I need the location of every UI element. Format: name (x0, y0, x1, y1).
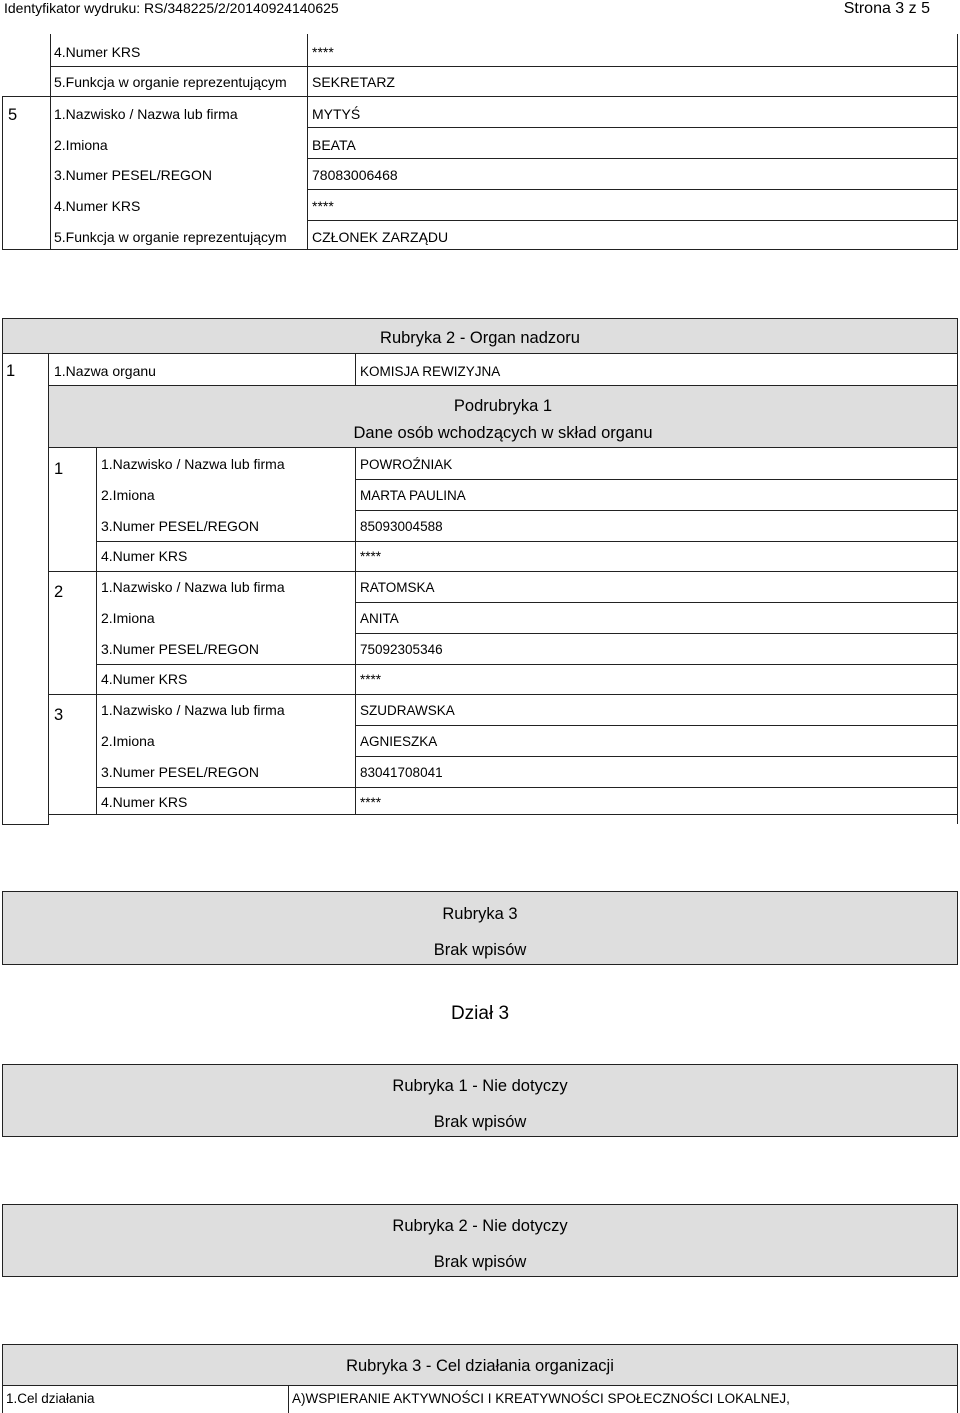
field-value: KOMISJA REWIZYJNA (360, 364, 501, 379)
field-label: 3.Numer PESEL/REGON (101, 518, 259, 534)
field-value: CZŁONEK ZARZĄDU (312, 229, 449, 245)
member-number: 2 (54, 583, 64, 601)
field-label: 2.Imiona (101, 733, 155, 749)
field-value: POWROŹNIAK (360, 457, 453, 472)
field-label: 1.Nazwisko / Nazwa lub firma (101, 702, 285, 718)
field-label: 4.Numer KRS (101, 548, 188, 564)
field-label: 5.Funkcja w organie reprezentującym (54, 74, 287, 90)
field-value: MARTA PAULINA (360, 488, 466, 503)
field-value: **** (312, 44, 334, 60)
field-label: 3.Numer PESEL/REGON (101, 764, 259, 780)
field-value: MYTYŚ (312, 106, 361, 122)
field-value: 83041708041 (360, 765, 443, 780)
field-label: 2.Imiona (54, 137, 108, 153)
field-label: 5.Funkcja w organie reprezentującym (54, 229, 287, 245)
field-value: **** (360, 549, 382, 564)
field-label: 2.Imiona (101, 487, 155, 503)
section-title: Rubryka 3 (442, 905, 518, 923)
field-label: 1.Nazwisko / Nazwa lub firma (54, 106, 238, 122)
field-value: 78083006468 (312, 167, 398, 183)
subsection-title: Podrubryka 1 (453, 397, 553, 415)
member-number: 3 (54, 706, 64, 724)
field-value: **** (360, 672, 382, 687)
entry-number: 5 (8, 106, 18, 124)
field-value: **** (312, 198, 334, 214)
field-value: SZUDRAWSKA (360, 703, 455, 718)
section-title: Rubryka 1 - Nie dotyczy (392, 1077, 568, 1095)
member-number: 1 (54, 460, 64, 478)
field-label: 4.Numer KRS (54, 44, 141, 60)
division-title: Dział 3 (450, 1003, 510, 1024)
empty-note: Brak wpisów (433, 941, 527, 959)
empty-note: Brak wpisów (433, 1113, 527, 1131)
field-value: ANITA (360, 611, 399, 626)
field-value: **** (360, 795, 382, 810)
field-value: BEATA (312, 137, 356, 153)
field-label: 1.Nazwisko / Nazwa lub firma (101, 579, 285, 595)
entry-number: 1 (6, 362, 16, 380)
section-title: Rubryka 3 - Cel działania organizacji (346, 1357, 614, 1375)
field-value: 75092305346 (360, 642, 443, 657)
field-label: 4.Numer KRS (101, 794, 188, 810)
field-label: 1.Nazwisko / Nazwa lub firma (101, 456, 285, 472)
field-label: 3.Numer PESEL/REGON (101, 641, 259, 657)
field-label: 4.Numer KRS (101, 671, 188, 687)
field-label: 2.Imiona (101, 610, 155, 626)
field-label: 1.Nazwa organu (54, 363, 156, 379)
section-title: Rubryka 2 - Organ nadzoru (380, 329, 580, 347)
field-value: AGNIESZKA (360, 734, 438, 749)
field-value: A)WSPIERANIE AKTYWNOŚCI I KREATYWNOŚCI SPOŁECZNOŚCI LOKALNEJ, (292, 1391, 790, 1406)
field-value: RATOMSKA (360, 580, 435, 595)
field-label: 1.Cel działania (6, 1391, 95, 1406)
page-number: Strona 3 z 5 (843, 0, 930, 17)
field-label: 3.Numer PESEL/REGON (54, 167, 212, 183)
section-title: Rubryka 2 - Nie dotyczy (392, 1217, 568, 1235)
subsection-subtitle: Dane osób wchodzących w skład organu (353, 424, 653, 442)
print-id: Identyfikator wydruku: RS/348225/2/20140924140625 (4, 0, 339, 16)
field-value: 85093004588 (360, 519, 443, 534)
empty-note: Brak wpisów (433, 1253, 527, 1271)
field-value: SEKRETARZ (312, 74, 395, 90)
field-label: 4.Numer KRS (54, 198, 141, 214)
